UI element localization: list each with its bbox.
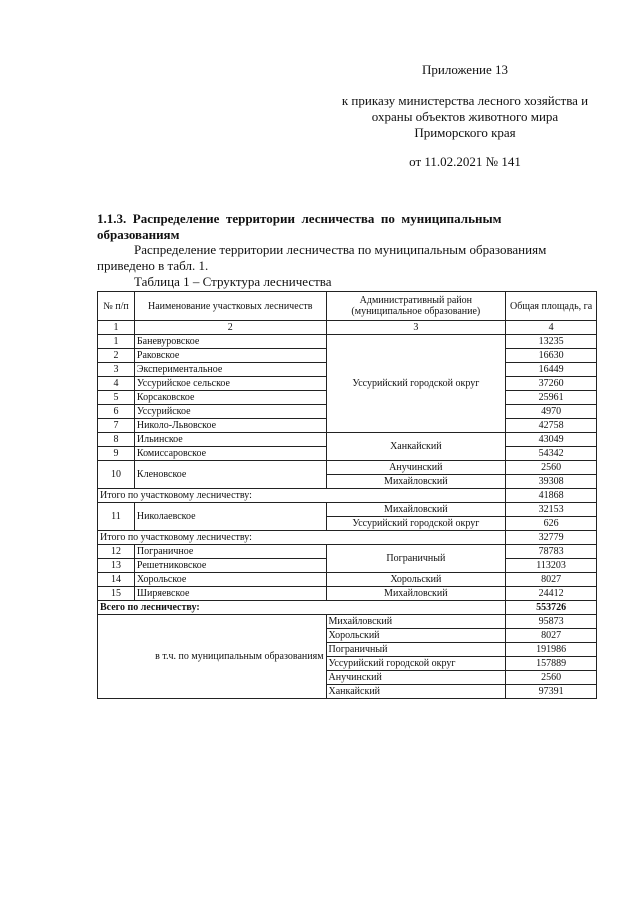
forestry-structure-table (97, 291, 597, 699)
table-row (98, 335, 597, 349)
row-num: 3 (98, 363, 135, 377)
row-num: 1 (98, 335, 135, 349)
municipal-area: 191986 (506, 643, 597, 657)
municipal-name: Анучинский (326, 671, 506, 685)
table-row (98, 461, 597, 475)
column-number: 2 (134, 321, 326, 335)
municipal-name: Михайловский (326, 615, 506, 629)
row-area: 16449 (506, 363, 597, 377)
column-number-row (98, 321, 597, 335)
municipal-area: 97391 (506, 685, 597, 699)
row-area: 626 (506, 517, 597, 531)
row-name: Раковское (134, 349, 326, 363)
table-header-row (98, 292, 597, 321)
row-num: 15 (98, 587, 135, 601)
municipal-name: Ханкайский (326, 685, 506, 699)
column-number: 3 (326, 321, 506, 335)
row-area: 43049 (506, 433, 597, 447)
row-district: Уссурийский городской округ (326, 517, 506, 531)
paragraph-line1: Распределение территории лесничества по муниципальным образованиям (134, 242, 547, 257)
row-area: 113203 (506, 559, 597, 573)
row-num: 13 (98, 559, 135, 573)
row-name: Ильинское (134, 433, 326, 447)
row-num: 6 (98, 405, 135, 419)
subtotal-row (98, 531, 597, 545)
total-value: 553726 (506, 601, 597, 615)
municipal-area: 2560 (506, 671, 597, 685)
appendix-date: от 11.02.2021 № 141 (409, 154, 521, 169)
municipal-area: 95873 (506, 615, 597, 629)
row-name: Кленовское (134, 461, 326, 489)
table-row (98, 587, 597, 601)
row-num: 11 (98, 503, 135, 531)
table-row (98, 503, 597, 517)
municipal-name: Уссурийский городской округ (326, 657, 506, 671)
header-district: Административный район (муниципальное образование) (326, 292, 506, 321)
row-area: 4970 (506, 405, 597, 419)
subtotal-value: 32779 (506, 531, 597, 545)
row-name: Пограничное (134, 545, 326, 559)
row-district: Ханкайский (326, 433, 506, 461)
row-name: Решетниковское (134, 559, 326, 573)
row-name: Николо-Львовское (134, 419, 326, 433)
total-label: Всего по лесничеству: (98, 601, 506, 615)
row-num: 5 (98, 391, 135, 405)
row-area: 54342 (506, 447, 597, 461)
column-number: 4 (506, 321, 597, 335)
municipal-name: Пограничный (326, 643, 506, 657)
header-area: Общая площадь, га (506, 292, 597, 321)
table-row (98, 573, 597, 587)
row-area: 39308 (506, 475, 597, 489)
row-name: Хорольское (134, 573, 326, 587)
row-area: 8027 (506, 573, 597, 587)
header-name: Наименование участковых лесничеств (134, 292, 326, 321)
row-name: Николаевское (134, 503, 326, 531)
section-title-line1: 1.1.3. Распределение территории лесничества по муниципальным (97, 211, 502, 226)
row-name: Ширяевское (134, 587, 326, 601)
subtotal-label: Итого по участковому лесничеству: (98, 531, 506, 545)
table-caption: Таблица 1 – Структура лесничества (134, 274, 332, 289)
appendix-order-line1: к приказу министерства лесного хозяйства и (341, 93, 589, 108)
paragraph-line2: приведено в табл. 1. (97, 258, 209, 273)
row-num: 10 (98, 461, 135, 489)
row-area: 16630 (506, 349, 597, 363)
subtotal-row (98, 489, 597, 503)
row-name: Баневуровское (134, 335, 326, 349)
municipal-label: в т.ч. по муниципальным образованиям (98, 615, 327, 699)
municipal-row (98, 615, 597, 629)
row-area: 24412 (506, 587, 597, 601)
row-num: 8 (98, 433, 135, 447)
subtotal-value: 41868 (506, 489, 597, 503)
row-area: 78783 (506, 545, 597, 559)
row-num: 7 (98, 419, 135, 433)
row-district: Пограничный (326, 545, 506, 573)
row-num: 2 (98, 349, 135, 363)
header-num: № п/п (98, 292, 135, 321)
row-num: 9 (98, 447, 135, 461)
row-num: 4 (98, 377, 135, 391)
row-num: 14 (98, 573, 135, 587)
section-title-line2: образованиям (97, 227, 180, 242)
row-area: 37260 (506, 377, 597, 391)
row-num: 12 (98, 545, 135, 559)
row-name: Комиссаровское (134, 447, 326, 461)
column-number: 1 (98, 321, 135, 335)
municipal-name: Хорольский (326, 629, 506, 643)
appendix-order-line3: Приморского края (414, 125, 516, 140)
total-row (98, 601, 597, 615)
table-row (98, 433, 597, 447)
row-area: 25961 (506, 391, 597, 405)
row-district: Михайловский (326, 503, 506, 517)
row-area: 13235 (506, 335, 597, 349)
municipal-area: 157889 (506, 657, 597, 671)
subtotal-label: Итого по участковому лесничеству: (98, 489, 506, 503)
appendix-order-line2: охраны объектов животного мира (371, 109, 559, 124)
row-district: Хорольский (326, 573, 506, 587)
row-name: Корсаковское (134, 391, 326, 405)
appendix-title: Приложение 13 (421, 62, 509, 77)
row-district: Михайловский (326, 475, 506, 489)
row-district: Михайловский (326, 587, 506, 601)
table-row (98, 545, 597, 559)
row-area: 2560 (506, 461, 597, 475)
row-area: 42758 (506, 419, 597, 433)
row-district: Анучинский (326, 461, 506, 475)
row-name: Уссурийское (134, 405, 326, 419)
municipal-area: 8027 (506, 629, 597, 643)
row-district: Уссурийский городской округ (326, 335, 506, 433)
row-area: 32153 (506, 503, 597, 517)
row-name: Уссурийское сельское (134, 377, 326, 391)
row-name: Экспериментальное (134, 363, 326, 377)
